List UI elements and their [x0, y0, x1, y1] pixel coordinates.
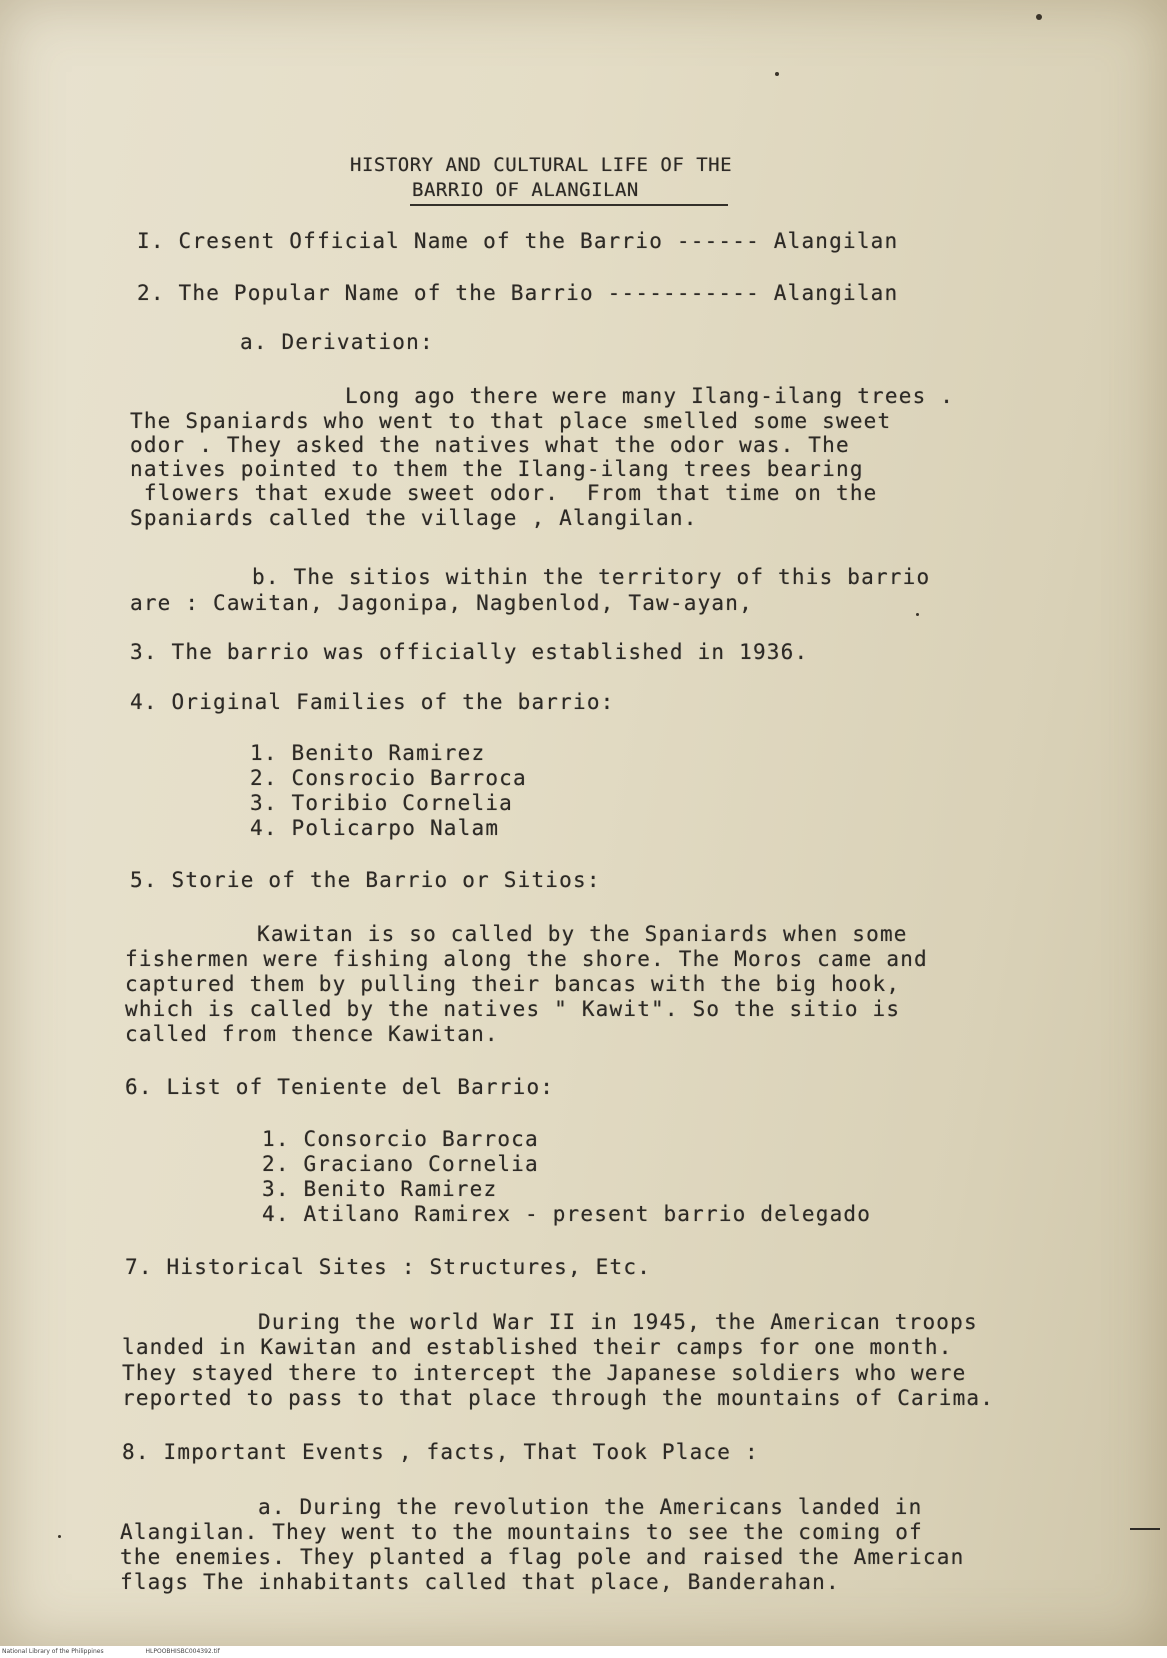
sitios-line: are : Cawitan, Jagonipa, Nagbenlod, Taw-ayan, — [130, 591, 753, 615]
events-line: Alangilan. They went to the mountains to see the coming of — [120, 1520, 923, 1544]
derivation-line: odor . They asked the natives what the odor was. The — [130, 433, 850, 457]
scan-file-label: HLPOOBHISBC004392.tif — [145, 1648, 220, 1655]
paper-speck — [916, 613, 919, 616]
derivation-line: Spaniards called the village , Alangilan. — [130, 506, 698, 530]
family-list-item: 3. Toribio Cornelia — [250, 791, 514, 815]
story-line: Kawitan is so called by the Spaniards when some — [257, 922, 908, 946]
paper-speck — [775, 72, 779, 76]
sites-line: reported to pass to that place through the mountains of Carima. — [122, 1386, 995, 1410]
derivation-line: flowers that exude sweet odor. From that time on the — [130, 481, 878, 505]
derivation-line: natives pointed to them the Ilang-ilang trees bearing — [130, 457, 864, 481]
teniente-list-item: 2. Graciano Cornelia — [262, 1152, 539, 1176]
derivation-line: The Spaniards who went to that place smelled some sweet — [130, 409, 892, 433]
events-line: a. During the revolution the Americans landed in — [258, 1495, 923, 1519]
scan-source-label: National Library of the Philippines — [2, 1648, 104, 1655]
family-list-item: 2. Consrocio Barroca — [250, 766, 527, 790]
document-title-line-2: BARRIO OF ALANGILAN — [412, 179, 639, 201]
story-line: called from thence Kawitan. — [125, 1022, 499, 1046]
paper-speck — [58, 1535, 61, 1538]
events-line: the enemies. They planted a flag pole and raised the American — [120, 1545, 965, 1569]
item-8-important-events: 8. Important Events , facts, That Took Place : — [122, 1440, 759, 1464]
teniente-list-item: 1. Consorcio Barroca — [262, 1127, 539, 1151]
derivation-line: Long ago there were many Ilang-ilang trees . — [345, 384, 955, 408]
item-6-teniente-list: 6. List of Teniente del Barrio: — [125, 1075, 555, 1099]
item-2-popular-name: 2. The Popular Name of the Barrio ----------- Alangilan — [137, 281, 899, 305]
paper-speck — [1036, 14, 1042, 20]
family-list-item: 4. Policarpo Nalam — [250, 816, 500, 840]
sites-line: They stayed there to intercept the Japanese soldiers who were — [122, 1361, 967, 1385]
item-4-original-families: 4. Original Families of the barrio: — [130, 690, 615, 714]
story-line: captured them by pulling their bancas with the big hook, — [125, 972, 901, 996]
teniente-list-item: 3. Benito Ramirez — [262, 1177, 498, 1201]
story-line: fishermen were fishing along the shore. The Moros came and — [125, 947, 928, 971]
events-line: flags The inhabitants called that place, Banderahan. — [120, 1570, 840, 1594]
item-7-historical-sites: 7. Historical Sites : Structures, Etc. — [125, 1255, 652, 1279]
item-5-stories: 5. Storie of the Barrio or Sitios: — [130, 868, 601, 892]
title-underline — [410, 204, 728, 206]
sites-line: landed in Kawitan and established their camps for one month. — [122, 1335, 953, 1359]
story-line: which is called by the natives " Kawit". So the sitio is — [125, 997, 901, 1021]
item-2a-derivation-heading: a. Derivation: — [240, 330, 434, 354]
teniente-list-item: 4. Atilano Ramirex - present barrio delegado — [262, 1202, 872, 1226]
sitios-line: b. The sitios within the territory of this barrio — [252, 565, 931, 589]
document-title-line-1: HISTORY AND CULTURAL LIFE OF THE — [350, 154, 733, 176]
family-list-item: 1. Benito Ramirez — [250, 741, 486, 765]
item-1-official-name: I. Cresent Official Name of the Barrio ------ Alangilan — [137, 229, 899, 253]
margin-dash-mark — [1130, 1528, 1160, 1530]
scan-footer-strip — [0, 1646, 1167, 1658]
item-3-established: 3. The barrio was officially established in 1936. — [130, 640, 809, 664]
sites-line: During the world War II in 1945, the American troops — [258, 1310, 978, 1334]
